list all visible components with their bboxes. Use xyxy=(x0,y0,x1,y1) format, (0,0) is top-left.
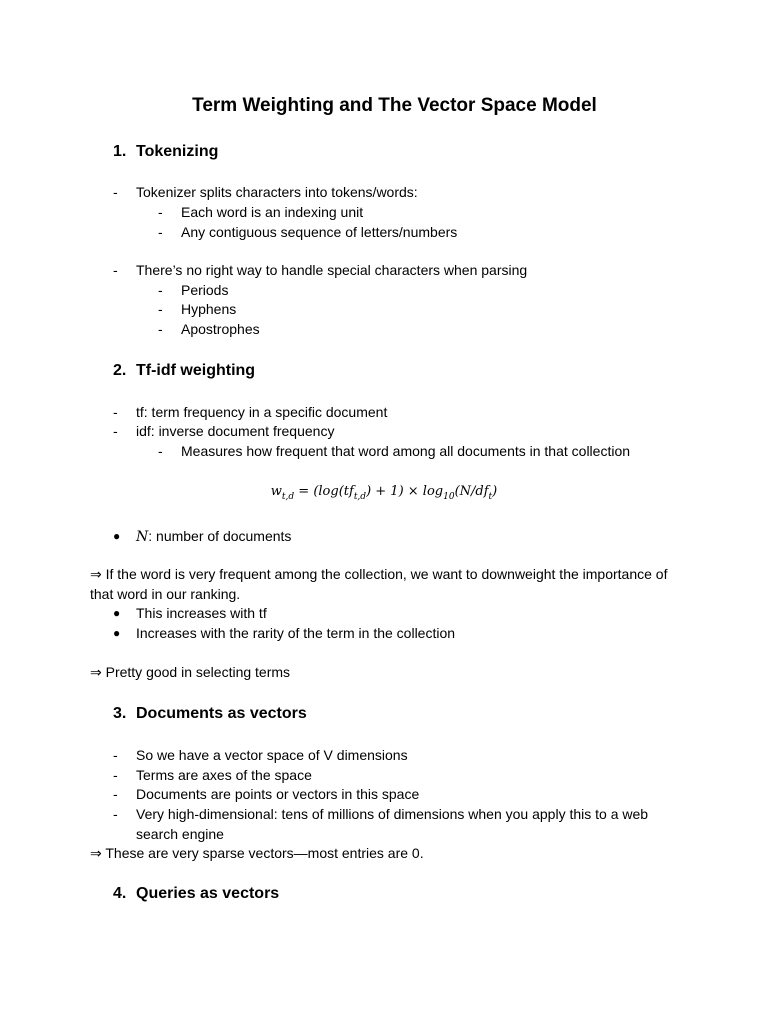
math-symbol-n: N xyxy=(136,529,149,545)
section-heading-tokenizing: Tokenizing xyxy=(136,143,219,160)
list-item: Measures how frequent that word among all documents in that collection xyxy=(181,443,631,459)
list-item: Terms are axes of the space xyxy=(136,767,312,783)
formula-w: w xyxy=(270,484,282,499)
dash-marker: - xyxy=(158,282,163,298)
list-item xyxy=(136,526,291,547)
page-title: Term Weighting and The Vector Space Model xyxy=(192,95,597,116)
list-item: Very high-dimensional: tens of millions of dimensions when you apply this to a web xyxy=(136,806,649,822)
dash-marker: - xyxy=(113,423,118,439)
dash-marker: - xyxy=(158,443,163,459)
dash-marker: - xyxy=(158,321,163,337)
list-item: tf: term frequency in a specific document xyxy=(136,404,388,420)
section-number: 4. xyxy=(113,885,127,902)
paragraph-line: ⇒ If the word is very frequent among the collection, we want to downweight the importance of xyxy=(90,566,668,582)
formula-n-over-df: (N/df xyxy=(454,484,489,499)
list-item: Hyphens xyxy=(181,301,237,317)
tfidf-formula xyxy=(0,482,768,507)
paragraph-line: ⇒ These are very sparse vectors—most entries are 0. xyxy=(90,845,424,861)
dash-marker: - xyxy=(113,747,118,763)
section-number: 1. xyxy=(113,143,127,160)
section-number: 2. xyxy=(113,362,127,379)
dash-marker: - xyxy=(158,204,163,220)
list-item: idf: inverse document frequency xyxy=(136,423,335,439)
formula-times-log: ) + 1) × log xyxy=(366,484,444,499)
dash-marker: - xyxy=(158,224,163,240)
paragraph-line: ⇒ Pretty good in selecting terms xyxy=(90,664,291,680)
formula-log-tf: = (log(tf xyxy=(294,484,354,499)
bullet-marker: ● xyxy=(113,529,121,543)
dash-marker: - xyxy=(113,184,118,200)
bullet-marker: ● xyxy=(113,606,121,620)
dash-marker: - xyxy=(158,301,163,317)
list-item: Apostrophes xyxy=(181,321,260,337)
list-item: Each word is an indexing unit xyxy=(181,204,364,220)
list-item: Tokenizer splits characters into tokens/words: xyxy=(136,184,418,200)
list-item: So we have a vector space of V dimensions xyxy=(136,747,408,763)
list-item-continuation: search engine xyxy=(136,826,224,842)
bullet-marker: ● xyxy=(113,626,121,640)
section-heading-tfidf: Tf-idf weighting xyxy=(136,362,256,379)
paragraph-line: that word in our ranking. xyxy=(90,586,241,602)
formula-close: ) xyxy=(492,484,498,499)
list-item: Any contiguous sequence of letters/numbers xyxy=(181,224,458,240)
formula-tf-subscript: t,d xyxy=(353,492,367,502)
list-item: Documents are points or vectors in this space xyxy=(136,786,420,802)
formula-w-subscript: t,d xyxy=(281,492,295,502)
formula-log-base: 10 xyxy=(443,492,455,502)
formula-df-subscript: t xyxy=(488,492,493,502)
list-item: There’s no right way to handle special characters when parsing xyxy=(136,262,528,278)
dash-marker: - xyxy=(113,786,118,802)
section-heading-queries-as-vectors: Queries as vectors xyxy=(136,885,280,902)
list-item: Periods xyxy=(181,282,229,298)
dash-marker: - xyxy=(113,262,118,278)
dash-marker: - xyxy=(113,767,118,783)
section-heading-documents-as-vectors: Documents as vectors xyxy=(136,705,307,722)
list-item-text: : number of documents xyxy=(148,528,292,544)
dash-marker: - xyxy=(113,806,118,822)
section-number: 3. xyxy=(113,705,127,722)
dash-marker: - xyxy=(113,404,118,420)
list-item: This increases with tf xyxy=(136,605,267,621)
list-item: Increases with the rarity of the term in the collection xyxy=(136,625,456,641)
